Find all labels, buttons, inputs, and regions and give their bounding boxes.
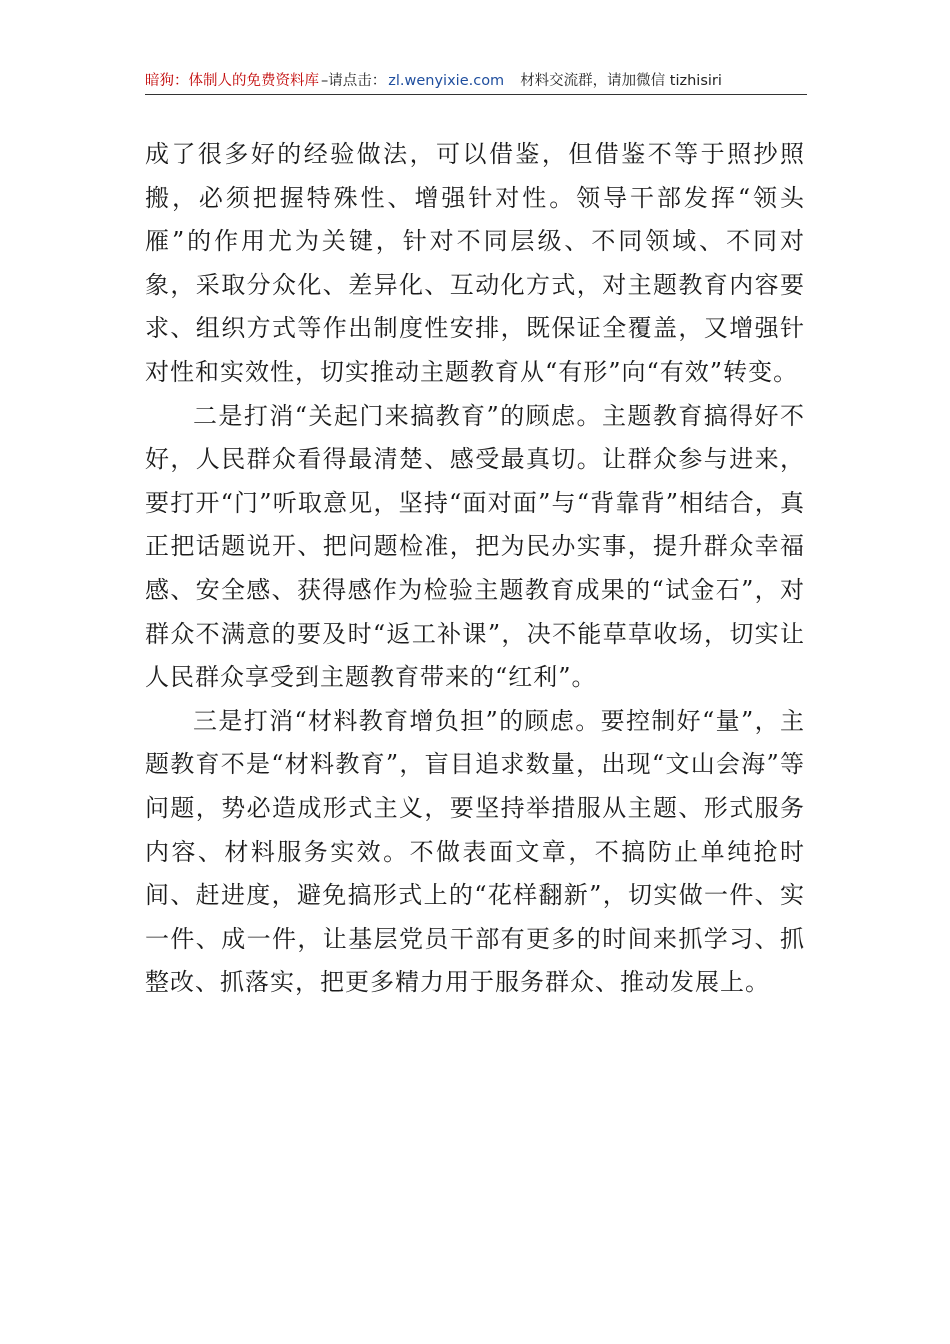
paragraph-point-three: 三是打消“材料教育增负担”的顾虑。要控制好“量”，主题教育不是“材料教育”，盲目追求数量，出现“文山会海”等问题，势必造成形式主义，要坚持举措服从主题、形式服务内容、材料服务实效。不做表面文章，不搞防止单纯抢时间、赶进度，避免搞形式上的“花样翻新”，切实做一件、实一件、成一件，让基层党员干部有更多的时间来抓学习、抓整改、抓落实，把更多精力用于服务群众、推动发展上。	[145, 706, 805, 997]
header-link[interactable]: zl.wenyixie.com	[388, 73, 505, 89]
document-body	[145, 133, 805, 1005]
page-header	[145, 68, 807, 95]
header-prompt: –请点击：	[321, 73, 387, 89]
header-brand: 暗狗：体制人的免费资料库	[145, 73, 319, 89]
paragraph-point-two: 二是打消“关起门来搞教育”的顾虑。主题教育搞得好不好，人民群众看得最清楚、感受最真切。让群众参与进来，要打开“门”听取意见，坚持“面对面”与“背靠背”相结合，真正把话题说开、把问题检准，把为民办实事，提升群众幸福感、安全感、获得感作为检验主题教育成果的“试金石”，对群众不满意的要及时“返工补课”，决不能草草收场，切实让人民群众享受到主题教育带来的“红利”。	[145, 401, 805, 692]
header-group-info: 材料交流群，请加微信 tizhisiri	[520, 73, 722, 89]
paragraph-continuation: 成了很多好的经验做法，可以借鉴，但借鉴不等于照抄照搬，必须把握特殊性、增强针对性。领导干部发挥“领头雁”的作用尤为关键，针对不同层级、不同领域、不同对象，采取分众化、差异化、互动化方式，对主题教育内容要求、组织方式等作出制度性安排，既保证全覆盖，又增强针对性和实效性，切实推动主题教育从“有形”向“有效”转变。	[145, 140, 805, 386]
